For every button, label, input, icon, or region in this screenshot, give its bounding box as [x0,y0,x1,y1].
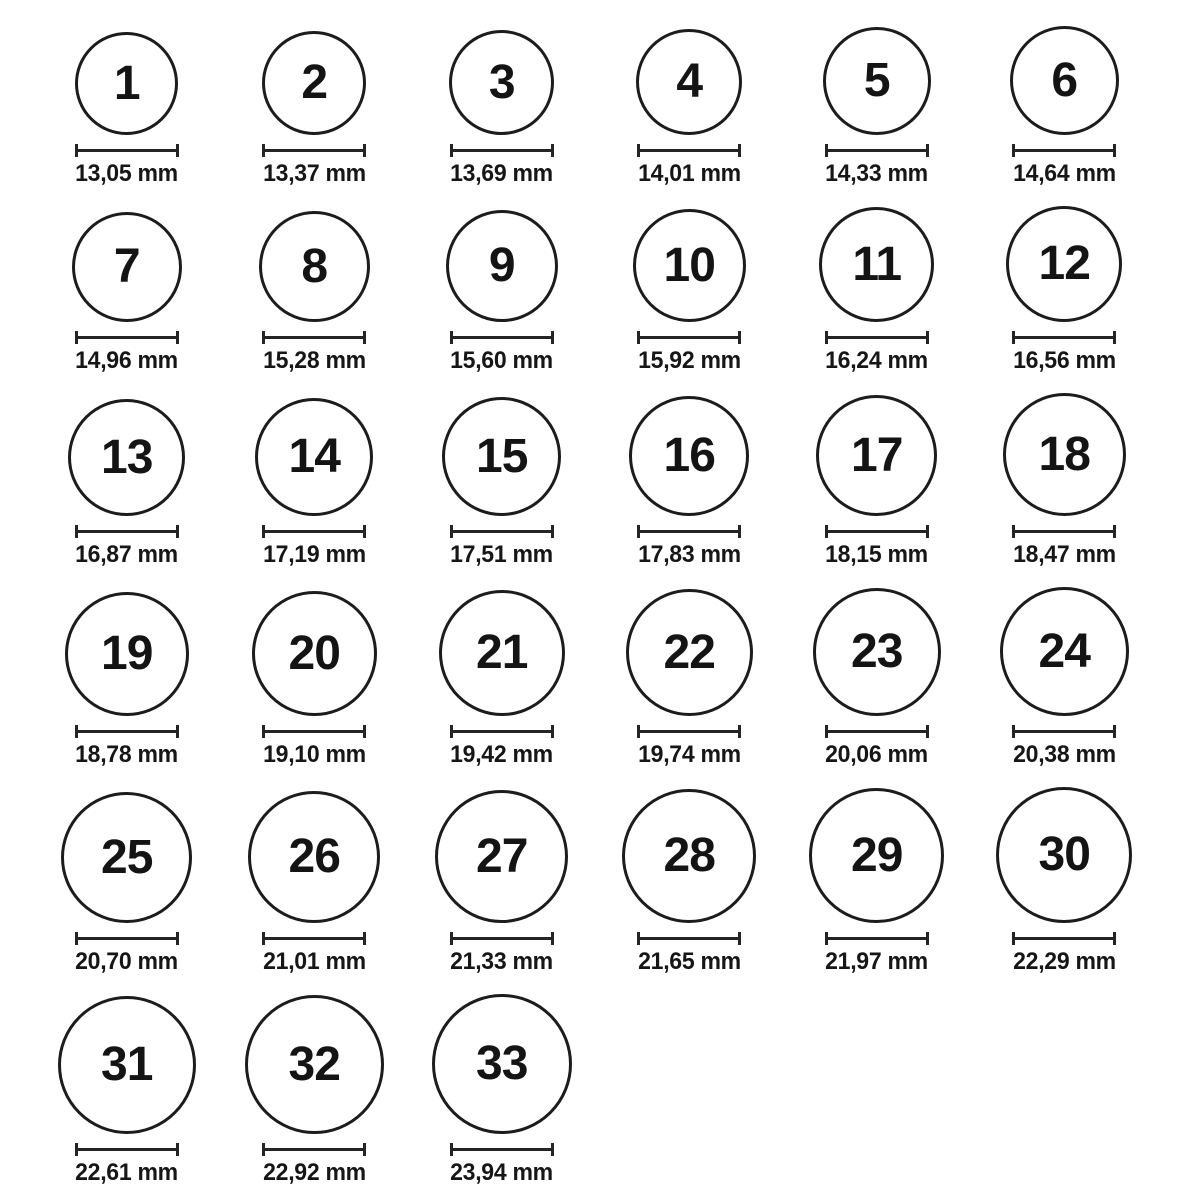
ring-circle [819,207,934,322]
ring-size-number: 25 [101,830,153,884]
diameter-line [1012,331,1116,344]
ring-circle [255,398,373,516]
ring-circle [65,592,189,716]
ring-circle [446,210,558,322]
diameter-label: 14,33 mm [825,160,929,187]
ring-circle [252,591,377,716]
ring-cell [408,397,596,569]
ring-size-number: 5 [863,54,890,107]
ring-circle [816,395,937,516]
ring-cell [971,587,1159,769]
diameter-label: 16,56 mm [1012,347,1116,374]
ring-cell [971,206,1159,375]
diameter-line [450,725,554,738]
diameter-line [1012,725,1116,738]
ring-cell [596,209,784,375]
diameter-label: 17,19 mm [262,541,366,568]
diameter-line [75,725,179,738]
ring-circle [72,212,182,322]
diameter-label: 17,51 mm [450,541,554,568]
ring-cell [221,31,409,188]
diameter-line [75,1143,179,1156]
ring-cell [408,30,596,188]
ring-size-number: 6 [1051,53,1078,107]
diameter-line [450,331,554,344]
diameter-label: 22,29 mm [1012,948,1116,975]
diameter-label: 13,69 mm [450,160,554,187]
diameter-line [825,144,929,157]
diameter-label: 23,94 mm [450,1159,554,1186]
ring-size-number: 22 [663,625,715,679]
ring-cell [971,393,1159,569]
diameter-line [262,932,366,945]
ring-circle [1010,26,1119,135]
diameter-line [450,144,554,157]
ring-size-number: 19 [101,627,153,680]
diameter-line [450,525,554,538]
diameter-line [825,331,929,344]
ring-size-number: 4 [676,55,703,108]
ring-cell [596,589,784,769]
ring-cell [783,395,971,569]
ring-cell [33,212,221,375]
diameter-line [450,1143,554,1156]
ring-circle [626,589,753,716]
diameter-label: 13,05 mm [75,160,179,187]
ring-cell [408,790,596,976]
ring-circle [1000,587,1129,716]
ring-size-number: 31 [101,1038,153,1091]
diameter-label: 20,38 mm [1012,741,1116,768]
ring-cell [596,789,784,976]
ring-size-number: 29 [851,828,903,882]
ring-size-number: 11 [852,237,902,291]
ring-circle [633,209,746,322]
ring-size-number: 28 [663,829,715,882]
ring-circle [1003,393,1126,516]
ring-cell [33,592,221,769]
diameter-label: 16,87 mm [75,541,179,568]
diameter-line [75,525,179,538]
ring-size-number: 16 [663,429,715,482]
diameter-line [1012,525,1116,538]
diameter-label: 14,64 mm [1012,160,1116,187]
ring-size-number: 18 [1038,427,1090,481]
diameter-label: 20,70 mm [75,948,179,975]
diameter-label: 15,60 mm [450,347,554,374]
diameter-line [825,932,929,945]
diameter-label: 15,28 mm [262,347,366,374]
ring-cell [408,210,596,375]
ring-circle [432,994,572,1134]
ring-cell [971,787,1159,976]
ring-cell [33,996,221,1187]
ring-circle [61,792,192,923]
ring-cell [971,26,1159,188]
diameter-label: 17,83 mm [637,541,741,568]
diameter-label: 16,24 mm [825,347,929,374]
ring-circle [622,789,756,923]
diameter-line [262,144,366,157]
ring-cell [221,398,409,569]
ring-circle [435,790,568,923]
diameter-label: 21,33 mm [450,948,554,975]
ring-circle [629,396,749,516]
ring-size-number: 2 [301,56,328,109]
ring-circle [1006,206,1122,322]
diameter-line [637,331,741,344]
diameter-line [825,525,929,538]
ring-size-number: 17 [851,428,903,482]
diameter-label: 18,47 mm [1012,541,1116,568]
ring-circle [636,29,742,135]
diameter-label: 14,01 mm [637,160,741,187]
diameter-line [1012,144,1116,157]
ring-cell [33,32,221,188]
diameter-line [637,932,741,945]
ring-cell [33,792,221,976]
ring-cell [221,791,409,976]
ring-size-number: 9 [488,239,515,292]
ring-circle [449,30,554,135]
diameter-label: 22,92 mm [262,1159,366,1186]
ring-cell [783,588,971,769]
diameter-label: 21,97 mm [825,948,929,975]
ring-circle [68,399,185,516]
ring-circle [245,995,384,1134]
ring-cell [408,590,596,769]
ring-size-number: 1 [113,56,140,110]
ring-circle [813,588,941,716]
ring-cell [596,396,784,569]
diameter-label: 14,96 mm [75,347,179,374]
diameter-label: 19,42 mm [450,741,554,768]
diameter-line [262,525,366,538]
diameter-label: 19,74 mm [637,741,741,768]
diameter-label: 13,37 mm [262,160,366,187]
diameter-line [75,144,179,157]
ring-cell [783,207,971,375]
ring-circle [809,788,944,923]
ring-size-number: 30 [1038,828,1090,881]
ring-size-number: 23 [851,625,903,678]
ring-circle [439,590,565,716]
ring-size-number: 8 [301,239,328,293]
ring-size-number: 10 [663,238,715,292]
ring-cell [408,994,596,1187]
ring-circle [442,397,561,516]
diameter-line [1012,932,1116,945]
diameter-line [637,725,741,738]
ring-size-number: 24 [1038,624,1090,678]
diameter-line [262,331,366,344]
ring-cell [221,211,409,375]
ring-cell [33,399,221,569]
ring-size-number: 13 [101,430,153,484]
ring-size-number: 12 [1038,237,1090,290]
diameter-line [825,725,929,738]
diameter-line [262,1143,366,1156]
diameter-line [637,525,741,538]
diameter-label: 20,06 mm [825,741,929,768]
ring-circle [248,791,380,923]
diameter-label: 21,65 mm [637,948,741,975]
ring-size-number: 32 [288,1037,340,1091]
ring-cell [221,995,409,1187]
ring-circle [996,787,1132,923]
ring-cell [783,27,971,188]
diameter-line [262,725,366,738]
ring-circle [262,31,366,135]
diameter-label: 18,15 mm [825,541,929,568]
ring-circle [823,27,931,135]
ring-size-number: 14 [288,430,340,483]
ring-size-number: 3 [488,55,515,109]
ring-size-number: 7 [113,240,140,293]
ring-size-number: 15 [476,429,528,483]
diameter-label: 22,61 mm [75,1159,179,1186]
ring-size-number: 33 [476,1037,528,1090]
diameter-label: 19,10 mm [262,741,366,768]
diameter-label: 15,92 mm [637,347,741,374]
ring-size-number: 27 [476,829,528,883]
ring-circle [75,32,178,135]
ring-circle [259,211,370,322]
ring-circle [58,996,196,1134]
diameter-line [75,932,179,945]
diameter-line [450,932,554,945]
ring-cell [596,29,784,188]
ring-size-number: 26 [288,830,340,883]
diameter-label: 18,78 mm [75,741,179,768]
diameter-line [75,331,179,344]
ring-size-number: 21 [476,626,528,679]
ring-size-number: 20 [288,626,340,680]
diameter-line [637,144,741,157]
ring-cell [783,788,971,976]
ring-cell [221,591,409,769]
diameter-label: 21,01 mm [262,948,366,975]
